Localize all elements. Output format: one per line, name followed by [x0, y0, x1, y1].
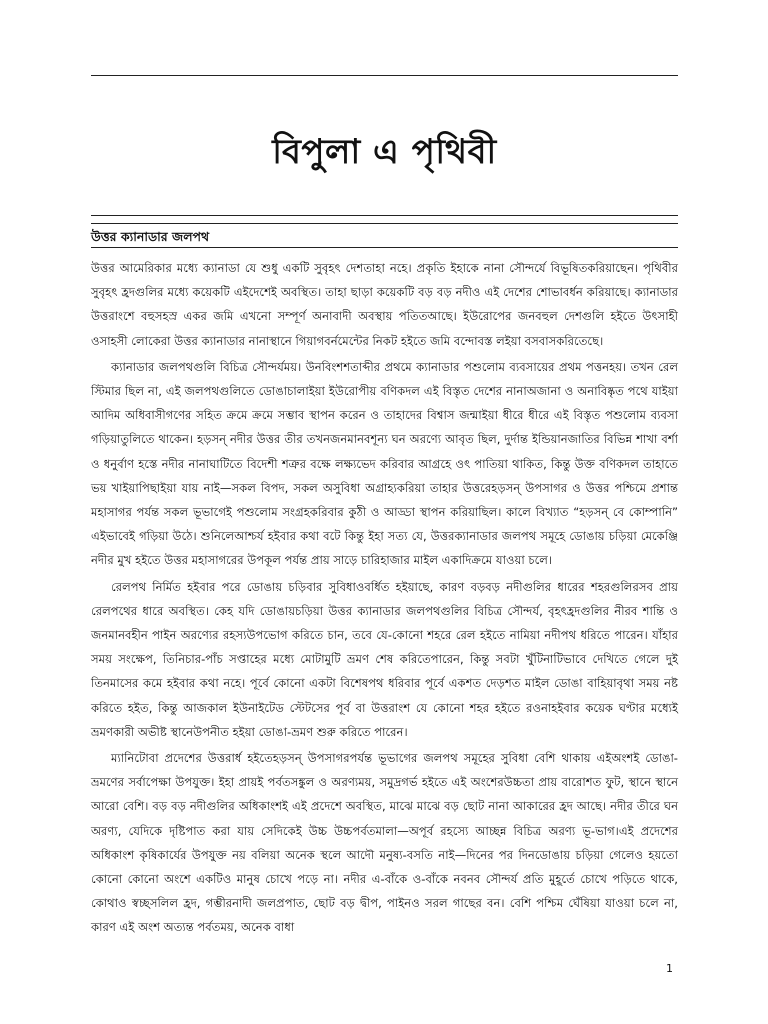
- heading-rule-top-1: [91, 215, 678, 216]
- top-rule: [91, 75, 678, 76]
- paragraph: ম্যানিটোবা প্রদেশের উত্তরার্ধ হইতেহড়সন্‌ উপসাগরপর্যন্ত ভূভাগের জলপথ সমূহের সুবিধা বেশি থাকায় এইঅংশই ডোঙা-ভ্রমণের সর্বাপেক্ষা উপযুক্ত। ইহা প্রায়ই পর্বতসঙ্কুল ও অরণ্যময়, সমুদ্রগর্ভ হইতে এই অংশেরউচ্চতা প্রায় বারোশত ফুট, স্থানে স্থানে আরো বেশি। বড় বড় নদীগুলির অধিকাংশই এই প্রদেশে অবস্থিত, মাঝে মাঝে বড় ছোট নানা আকারের হ্রদ আছে। নদীর তীরে ঘন অরণ্য, যেদিকে দৃষ্টিপাত করা যায় সেদিকেই উচ্চ উচ্চপর্বতমালা—অপূর্ব রহস্যে আচ্ছন্ন বিচিত্র অরণ্য ভূ-ভাগ।এই প্রদেশের অধিকাংশ কৃষিকার্যের উপযুক্ত নয় বলিয়া অনেক স্থলে আদৌ মনুষ্য-বসতি নাই—দিনের পর দিনডোঙায় চড়িয়া গেলেও হয়তো কোনো কোনো অংশে একটিও মানুষ চোখে পড়ে না। নদীর এ-বাঁকে ও-বাঁকে নবনব সৌন্দর্য প্রতি মুহূর্তে চোখে পড়িতে থাকে, কোথাও স্বচ্ছসলিল হ্রদ, গম্ভীরনাদী জলপ্রপাত, ছোট বড় দ্বীপ, পাইনও সরল গাছের বন। বেশি পশ্চিম ঘেঁষিয়া যাওয়া চলে না, কারণ এই অংশ অত্যন্ত পর্বতময়, অনেক বাধা: [91, 751, 678, 935]
- paragraph: ক্যানাডার জলপথগুলি বিচিত্র সৌন্দর্যময়। উনবিংশশতাব্দীর প্রথমে ক্যানাডার পশুলোম ব্যবসায়ের প্রথম পত্তনহয়। তখন রেল স্টিমার ছিল না, এই জলপথগুলিতে ডোঙাচালাইয়া ইউরোপীয় বণিকদল এই বিস্তৃত দেশের নানাঅজানা ও অনাবিষ্কৃত পথে যাইয়া আদিম অধিবাসীগণের সহিত ক্রমে ক্রমে সম্ভাব স্থাপন করেন ও তাহাদের বিশ্বাস জন্মাইয়া ধীরে ধীরে এই বিস্তৃত পশুলোম ব্যবসা গড়িয়াতুলিতে থাকেন। হড়সন্‌ নদীর উত্তর তীর তখনজনমানবশূন্য ঘন অরণ্যে আবৃত ছিল, দুর্দান্ত ইন্ডিয়ানজাতির বিভিন্ন শাখা বর্শা ও ধনুর্বাণ হস্তে নদীর নানাঘাটিতে বিদেশী শত্রুর বক্ষে লক্ষ্যভেদ করিবার আগ্রহে ওৎ পাতিয়া থাকিত, কিন্তু উক্ত বণিকদল তাহাতে ভয় খাইয়াপিছাইয়া যায় নাই—সকল বিপদ, সকল অসুবিধা অগ্রাহ্যকরিয়া তাহার উত্তরেহড়সন্‌ উপসাগর ও উত্তর পশ্চিমে প্রশান্ত মহাসাগর পর্যন্ত সকল ভূভাগেই পশুলোম সংগ্রহকরিবার কুঠী ও আড্ডা স্থাপন করিয়াছিল। কালে বিখ্যাত “হড়সন্‌ বে কোম্পানি” এইভাবেই গড়িয়া উঠে। শুনিলেআশ্চর্য হইবার কথা বটে কিন্তু ইহা সত্য যে, উত্তরক্যানাডার জলপথ সমূহে ডোঙায় চড়িয়া মেকেঞ্জি নদীর মুখ হইতে উত্তর মহাসাগরের উপকূল পর্যন্ত প্রায় সাড়ে চারিহাজার মাইল একাদিক্রমে যাওয়া চলে।: [91, 359, 678, 568]
- body-text: [91, 256, 678, 942]
- heading-rule-top-2: [91, 223, 678, 224]
- paragraph: উত্তর আমেরিকার মধ্যে ক্যানাডা যে শুধু একটি সুবৃহৎ দেশতাহা নহে। প্রকৃতি ইহাকে নানা সৌন্দর্যে বিভূষিতকরিয়াছেন। পৃথিবীর সুবৃহৎ হ্রদগুলির মধ্যে কয়েকটি এইদেশেই অবস্থিত। তাহা ছাড়া কয়েকটি বড় বড় নদীও এই দেশের শোভাবর্ধন করিয়াছে। ক্যানাডার উত্তরাংশে বহুসহস্র একর জমি এখনো সম্পূর্ণ অনাবাদী অবস্থায় পতিতআছে। ইউরোপের জনবহুল দেশগুলি হইতে উৎসাহী ওসাহসী লোকেরা উত্তর ক্যানাডার নানাস্থানে গিয়াগবর্নমেন্টের নিকট হইতে জমি বন্দোবস্ত লইয়া বসবাসকরিতেছে।: [91, 261, 678, 348]
- page-title: বিপুলা এ পৃথিবী: [272, 132, 497, 172]
- heading-rule-bottom: [91, 247, 678, 248]
- paragraph: রেলপথ নির্মিত হইবার পরে ডোঙায় চড়িবার সুবিধাওবর্ধিত হইয়াছে, কারণ বড়বড় নদীগুলির ধারের শহরগুলিরসব প্রায় রেলপথের ধারে অবস্থিত। কেহ যদি ডোঙায়চড়িয়া উত্তর ক্যানাডার জলপথগুলির বিচিত্র সৌন্দর্য, বৃহৎহ্রদগুলির নীরব শান্তি ও জনমানবহীন পাইন অরণ্যের রহস্যউপভোগ করিতে চান, তবে যে-কোনো শহরে রেল হইতে নামিয়া নদীপথ ধরিতে পারেন। যাঁহার সময় সংক্ষেপ, তিনিচার-পাঁচ সপ্তাহের মধ্যে মোটামুটি ভ্রমণ শেষ করিতেপারেন, কিন্তু সবটা খুঁটিনাটিভাবে দেখিতে গেলে দুই তিনমাসের কমে হইবার কথা নহে। পূর্বে কোনো একটা বিশেষপথ ধরিবার পূর্বে একশত দেড়শত মাইল ডোঙা বাহিয়াবৃথা সময় নষ্ট করিতে হইত, কিন্তু আজকাল ইউনাইটেড স্টেটসের পূর্ব বা উত্তরাংশ যে কোনো শহর হইতে রওনাহইবার কয়েক ঘণ্টার মধ্যেই ভ্রমণকারী অভীষ্ট স্থানেউপনীত হইয়া ডোঙা-ভ্রমণ শুরু করিতে পারেন।: [91, 579, 678, 739]
- section-heading: উত্তর ক্যানাডার জলপথ: [91, 229, 210, 244]
- page-number: 1: [666, 962, 673, 975]
